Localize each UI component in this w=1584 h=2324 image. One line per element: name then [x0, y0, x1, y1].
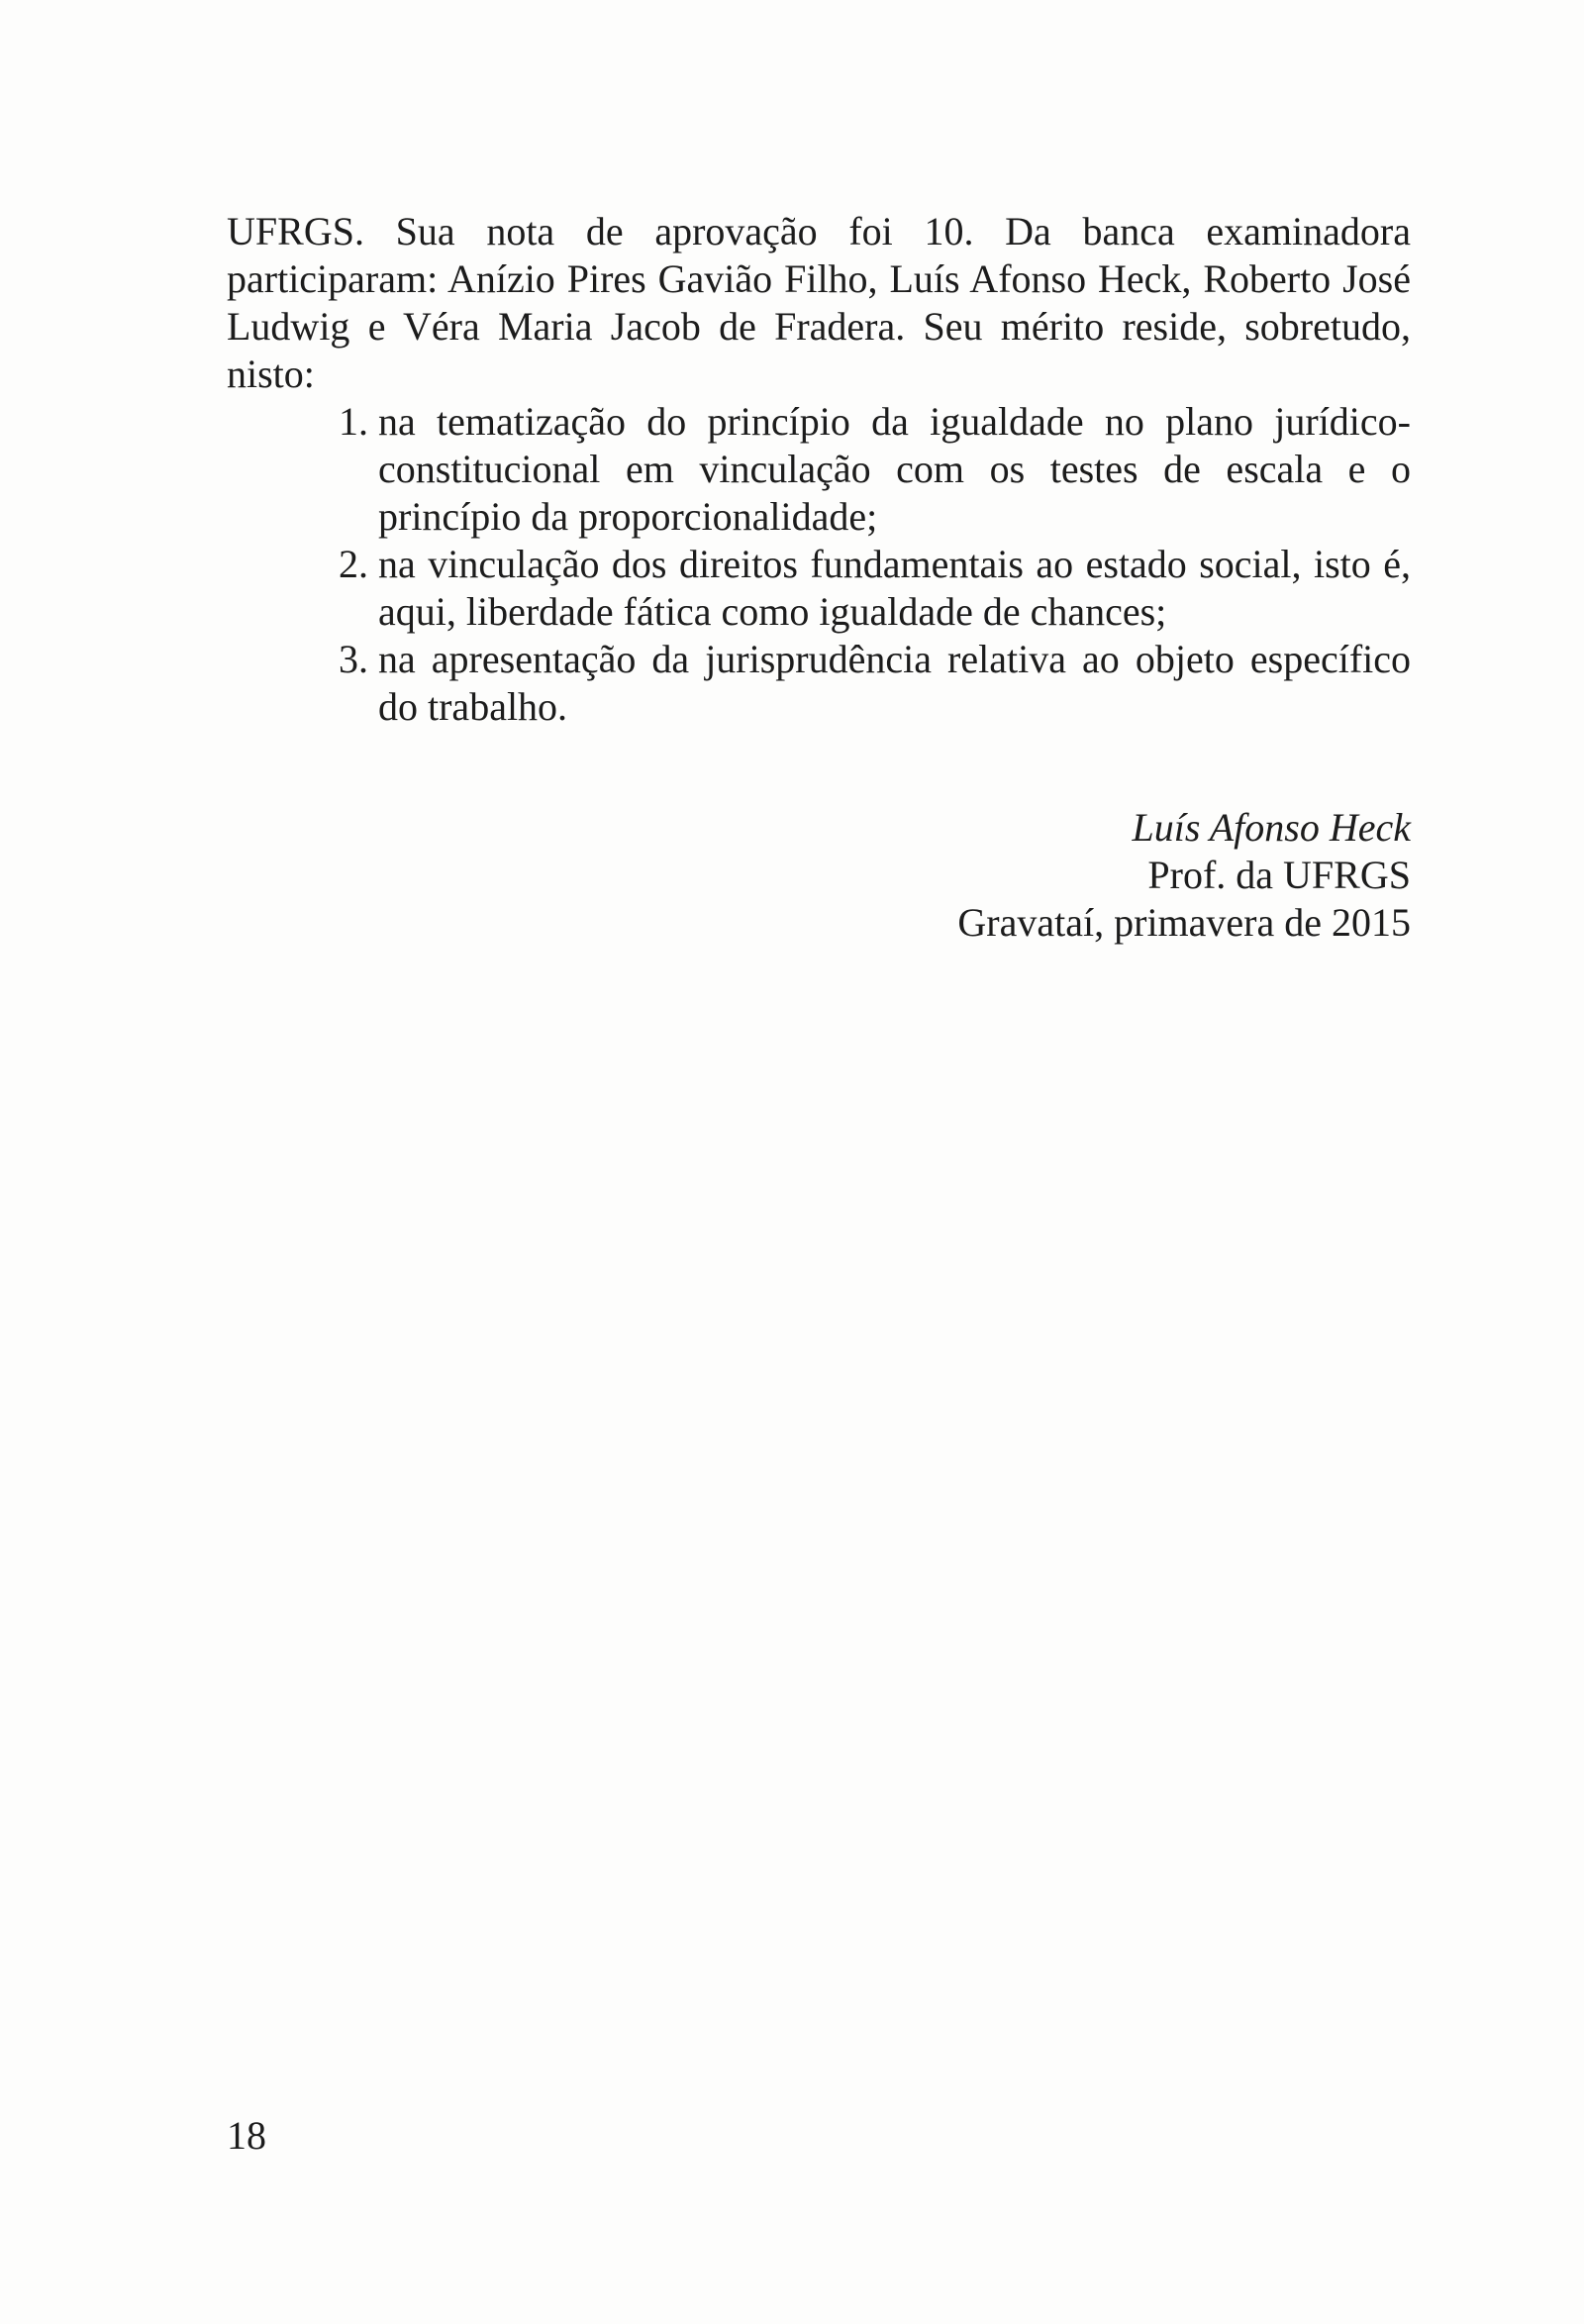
list-item-number: 3.: [339, 637, 368, 681]
list-item-number: 2.: [339, 542, 368, 586]
signature-name: Luís Afonso Heck: [1132, 805, 1411, 850]
merit-list: [227, 398, 1411, 731]
intro-paragraph: UFRGS. Sua nota de aprovação foi 10. Da banca examinadora participaram: Anízio Pires Gavião Filho, Luís Afonso Heck, Roberto José Ludwig e Véra Maria Jacob de Fradera. Seu mérito reside, sobretudo, nisto:: [227, 209, 1411, 396]
list-item-number: 1.: [339, 399, 368, 444]
signature-title: Prof. da UFRGS: [1147, 853, 1411, 897]
list-item: [339, 541, 1411, 636]
signature-place-date: Gravataí, primavera de 2015: [957, 900, 1411, 945]
list-item-text: na tematização do princípio da igualdade no plano jurídico-constitucional em vinculação com os testes de escala e o princípio da proporcionalidade;: [378, 399, 1411, 539]
page-number: 18: [227, 2113, 266, 2158]
list-item: [339, 398, 1411, 541]
list-item-text: na vinculação dos direitos fundamentais ao estado social, isto é, aqui, liberdade fática como igualdade de chances;: [378, 542, 1411, 634]
list-item: [339, 636, 1411, 731]
signature-block: [957, 804, 1411, 947]
list-item-text: na apresentação da jurisprudência relativa ao objeto específico do trabalho.: [378, 637, 1411, 729]
body-text: [227, 208, 1411, 731]
